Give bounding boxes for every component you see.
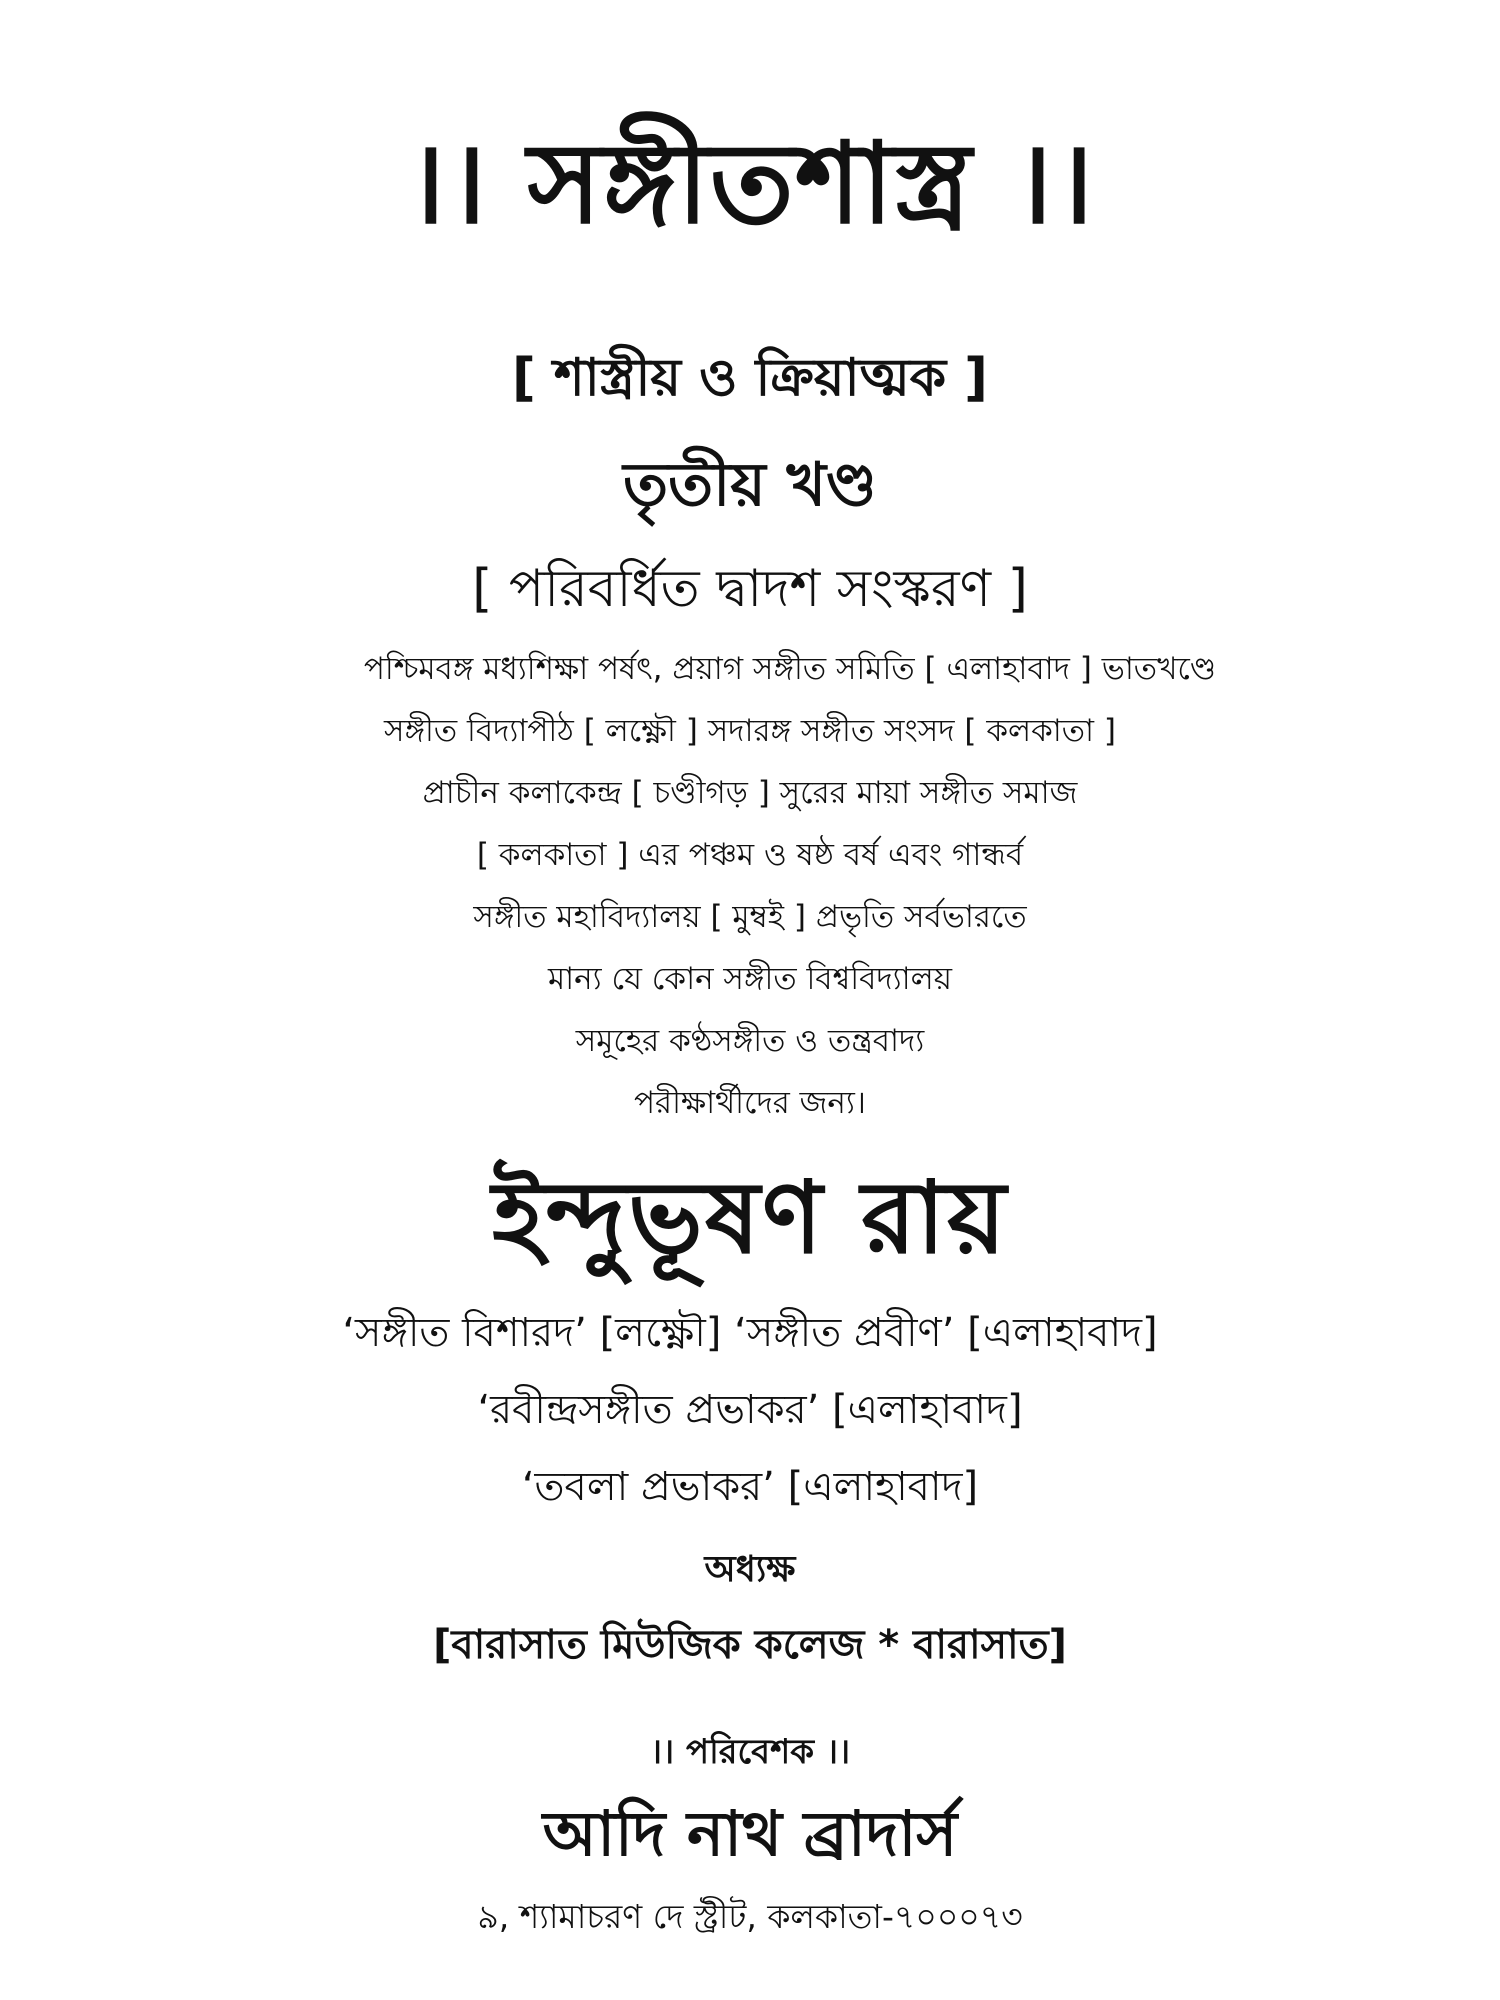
publisher-name: আদি নাথ ব্রাদার্স [542,1797,958,1870]
description-line: মান্য যে কোন সঙ্গীত বিশ্ববিদ্যালয় [547,961,953,997]
publisher-address: ৯, শ্যামাচরণ দে স্ট্রীট, কলকাতা-৭০০০৭৩ [477,1897,1023,1936]
distributor-label: ।। পরিবেশক ।। [649,1732,851,1772]
volume-label: তৃতীয় খণ্ড [623,450,877,520]
description-line: সঙ্গীত বিদ্যাপীঠ [ লক্ষ্ণৌ ] সদারঙ্গ সঙ্গীত সংসদ [ কলকাতা ] [383,713,1116,749]
qualification-line: ‘রবীন্দ্রসঙ্গীত প্রভাকর’ [এলাহাবাদ] [477,1387,1023,1433]
description-line: প্রাচীন কলাকেন্দ্র [ চণ্ডীগড় ] সুরের মায়া সঙ্গীত সমাজ [422,775,1078,811]
description-line: [ কলকাতা ] এর পঞ্চম ও ষষ্ঠ বর্ষ এবং গান্ধর্ব [476,837,1024,873]
edition-label: [ পরিবর্ধিত দ্বাদশ সংস্করণ ] [472,559,1028,619]
book-title: ।। সঙ্গীতশাস্ত্র ।। [405,119,1095,249]
college-name: [বারাসাত মিউজিক কলেজ * বারাসাত] [433,1622,1067,1668]
book-subtitle: [ শাস্ত্রীয় ও ক্রিয়াত্মক ] [512,348,988,408]
author-name: ইন্দুভূষণ রায় [491,1159,1009,1276]
description-line: পরীক্ষার্থীদের জন্য। [634,1085,866,1121]
qualification-line: ‘তবলা প্রভাকর’ [এলাহাবাদ] [521,1464,979,1510]
description-line: সমূহের কণ্ঠসঙ্গীত ও তন্ত্রবাদ্য [575,1023,925,1059]
author-role: অধ্যক্ষ [704,1549,796,1590]
description-line: পশ্চিমবঙ্গ মধ্যশিক্ষা পর্ষৎ, প্রয়াগ সঙ্গীত সমিতি [ এলাহাবাদ ] ভাতখণ্ডে [363,651,1217,687]
description-line: সঙ্গীত মহাবিদ্যালয় [ মুম্বই ] প্রভৃতি সর্বভারতে [473,899,1027,935]
qualification-line: ‘সঙ্গীত বিশারদ’ [লক্ষ্ণৌ] ‘সঙ্গীত প্রবীণ’ [এলাহাবাদ] [342,1310,1158,1356]
